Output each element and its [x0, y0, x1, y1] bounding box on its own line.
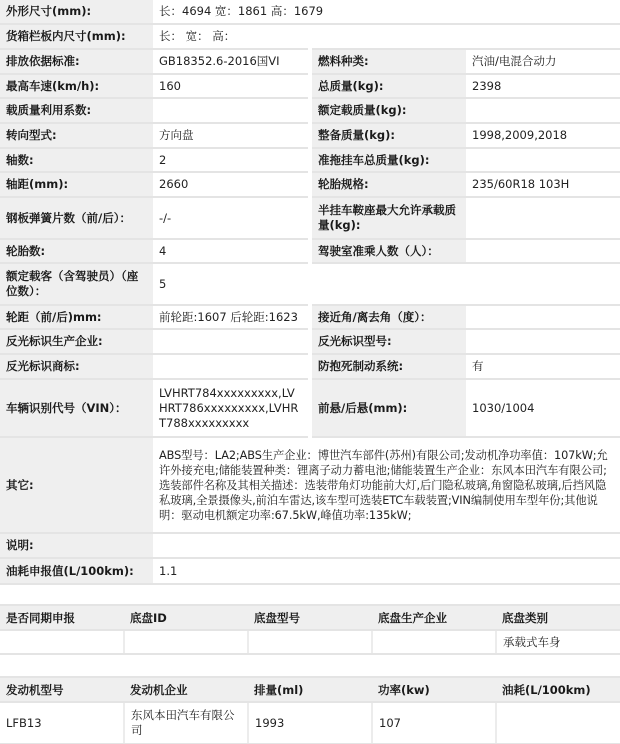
spec-row-fuel — [0, 558, 620, 584]
column-header: 底盘生产企业 — [372, 605, 496, 630]
spec-row-vin — [0, 379, 620, 437]
spec-value: 2660 — [153, 172, 310, 197]
spec-value — [466, 98, 620, 123]
spec-value: 有 — [466, 354, 620, 379]
spec-value: 方向盘 — [153, 123, 310, 148]
spec-label: 轮距（前/后)mm: — [0, 305, 153, 329]
spec-value — [466, 305, 620, 329]
table-cell: LFB13 — [0, 702, 124, 744]
spec-label: 反光标识型号: — [310, 329, 466, 354]
spec-label: 反光标识商标: — [0, 354, 153, 379]
spec-row — [0, 49, 620, 74]
spec-value: -/- — [153, 197, 310, 239]
spec-row-other — [0, 437, 620, 533]
spec-value: 5 — [153, 263, 620, 305]
spec-row — [0, 123, 620, 148]
spec-label: 排放依据标准: — [0, 49, 153, 74]
spec-row — [0, 197, 620, 239]
spec-label: 驾驶室准乘人数（人）： — [310, 239, 466, 263]
spec-row-seats — [0, 263, 620, 305]
spec-value: 长： 宽： 高： — [153, 24, 620, 49]
spec-value — [153, 98, 310, 123]
table-cell — [372, 630, 496, 654]
table-cell: 1993 — [248, 702, 372, 744]
spec-label: 反光标识生产企业: — [0, 329, 153, 354]
spec-value — [466, 148, 620, 172]
spec-label: 半挂车鞍座最大允许承载质量(kg): — [310, 197, 466, 239]
spec-value: 4 — [153, 239, 310, 263]
table-cell: 东风本田汽车有限公司 — [124, 702, 248, 744]
spec-row — [0, 305, 620, 329]
spec-label: 货箱栏板内尺寸(mm): — [0, 24, 153, 49]
spec-label: 接近角/离去角（度）： — [310, 305, 466, 329]
spec-value: 前轮距:1607 后轮距:1623 — [153, 305, 310, 329]
spec-value — [466, 197, 620, 239]
spec-value: ABS型号：LA2;ABS生产企业：博世汽车部件(苏州)有限公司;发动机净功率值：107kW;允许外接充电;储能装置种类：锂离子动力蓄电池;储能装置生产企业：东风本田汽车有限公司;选装部件名称及其相关描述：选装带角灯功能前大灯,后门隐私玻璃,角窗隐私玻璃,后挡风隐私玻璃,全景摄像头,前泊车雷达,该车型可选装ETC车载装置;VIN编制使用车型年份;其他说明：驱动电机额定功率:67.5kW,峰值功率:135kW; — [153, 437, 620, 533]
table-cell — [0, 630, 124, 654]
spec-row — [0, 354, 620, 379]
spec-row-dimensions — [0, 0, 620, 24]
engine-header-row — [0, 677, 620, 702]
spec-value: 1.1 — [153, 558, 620, 584]
column-header: 排量(ml) — [248, 677, 372, 702]
table-cell — [248, 630, 372, 654]
table-row — [0, 702, 620, 744]
column-header: 发动机型号 — [0, 677, 124, 702]
table-cell — [496, 702, 620, 744]
spec-label: 总质量(kg): — [310, 74, 466, 98]
column-header: 是否同期申报 — [0, 605, 124, 630]
spec-value — [153, 354, 310, 379]
spec-value: 长：4694 宽：1861 高：1679 — [153, 0, 620, 24]
chassis-header-row — [0, 605, 620, 630]
spec-value: 2398 — [466, 74, 620, 98]
column-header: 底盘型号 — [248, 605, 372, 630]
spec-label: 轴距(mm): — [0, 172, 153, 197]
table-cell: 承载式车身 — [496, 630, 620, 654]
spec-label: 前悬/后悬(mm): — [310, 379, 466, 437]
column-header: 底盘ID — [124, 605, 248, 630]
spec-label: 准拖挂车总质量(kg): — [310, 148, 466, 172]
column-header: 功率(kw) — [372, 677, 496, 702]
spec-label: 最高车速(km/h): — [0, 74, 153, 98]
spec-row — [0, 98, 620, 123]
spec-row — [0, 172, 620, 197]
spec-value: LVHRT784xxxxxxxxx,LVHRT786xxxxxxxxx,LVHRT788xxxxxxxxx — [153, 379, 310, 437]
column-header: 发动机企业 — [124, 677, 248, 702]
spec-label: 其它: — [0, 437, 153, 533]
spec-label: 钢板弹簧片数（前/后）： — [0, 197, 153, 239]
spec-row-cargo-dimensions — [0, 24, 620, 49]
spec-label: 轴数: — [0, 148, 153, 172]
spec-label: 外形尺寸(mm): — [0, 0, 153, 24]
table-cell — [124, 630, 248, 654]
spec-value — [153, 533, 620, 558]
column-header: 底盘类别 — [496, 605, 620, 630]
spec-label: 说明: — [0, 533, 153, 558]
spec-value: 1030/1004 — [466, 379, 620, 437]
spec-label: 额定载客（含驾驶员）（座位数）： — [0, 263, 153, 305]
spec-label: 转向型式: — [0, 123, 153, 148]
column-header: 油耗(L/100km) — [496, 677, 620, 702]
spec-label: 燃料种类: — [310, 49, 466, 74]
spec-value: 235/60R18 103H — [466, 172, 620, 197]
spec-value — [466, 239, 620, 263]
table-cell: 107 — [372, 702, 496, 744]
spec-value — [466, 329, 620, 354]
spec-value: 160 — [153, 74, 310, 98]
chassis-table — [0, 604, 620, 655]
spec-row — [0, 239, 620, 263]
spec-value: 汽油/电混合动力 — [466, 49, 620, 74]
spec-value — [153, 329, 310, 354]
spec-label: 载质量利用系数: — [0, 98, 153, 123]
spec-value: 1998,2009,2018 — [466, 123, 620, 148]
spec-label: 防抱死制动系统: — [310, 354, 466, 379]
table-row — [0, 630, 620, 654]
engine-table — [0, 676, 620, 744]
spec-value: GB18352.6-2016国VI — [153, 49, 310, 74]
spec-row — [0, 74, 620, 98]
spec-row-note — [0, 533, 620, 558]
spec-row — [0, 148, 620, 172]
spec-label: 额定载质量(kg): — [310, 98, 466, 123]
spec-label: 轮胎规格: — [310, 172, 466, 197]
spec-label: 轮胎数: — [0, 239, 153, 263]
spec-label: 整备质量(kg): — [310, 123, 466, 148]
spec-row — [0, 329, 620, 354]
spec-label: 油耗申报值(L/100km): — [0, 558, 153, 584]
spec-value: 2 — [153, 148, 310, 172]
spec-label: 车辆识别代号（VIN）： — [0, 379, 153, 437]
